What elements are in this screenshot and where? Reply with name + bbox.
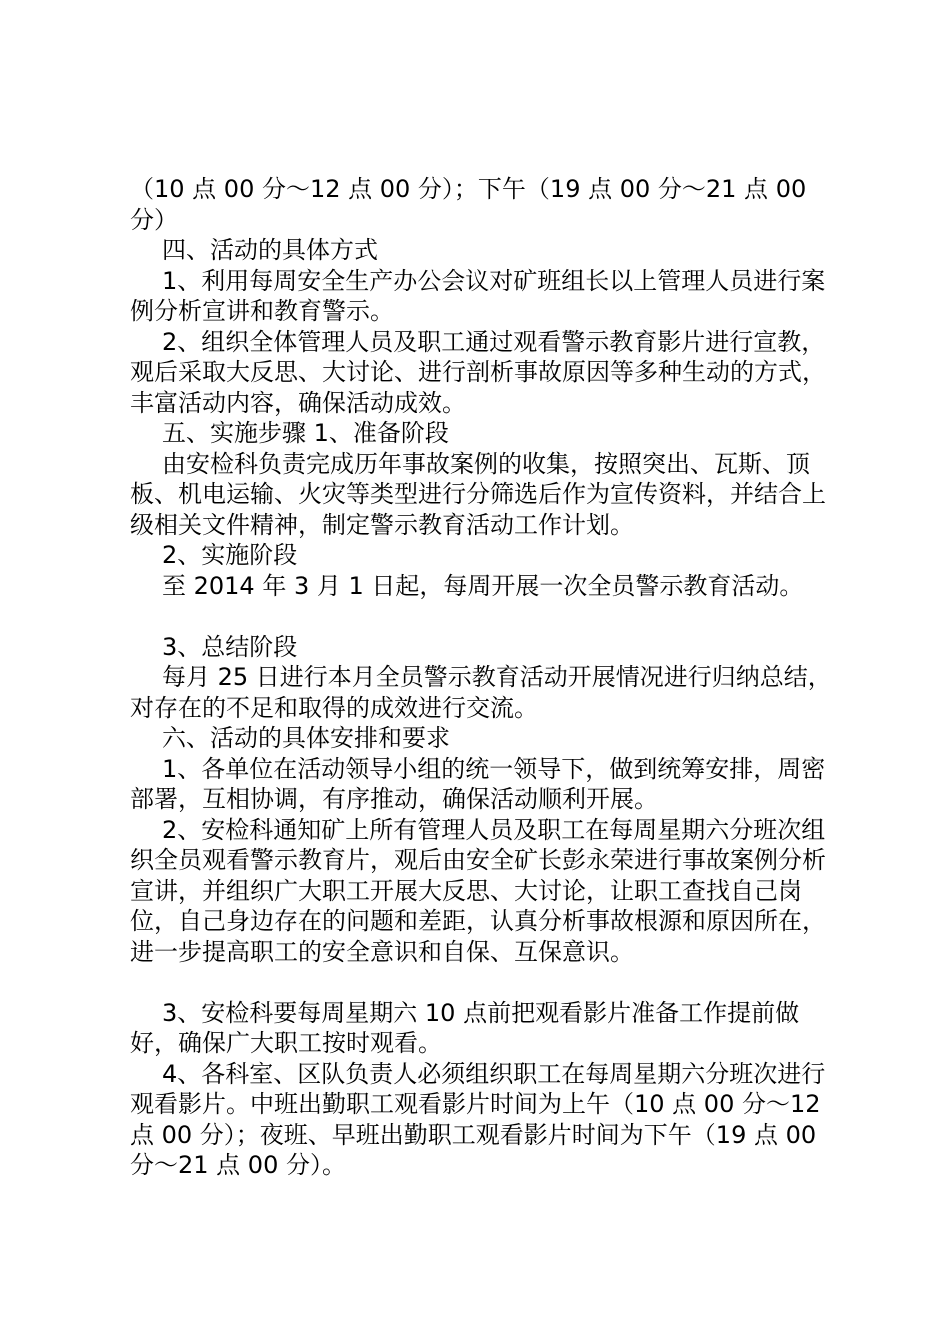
blank-line [130,601,835,632]
section-heading-6: 六、活动的具体安排和要求 [162,724,450,752]
method-item-2: 2、组织全体管理人员及职工通过观看警示教育影片进行宣教，观后采取大反思、大讨论、进行剖析事故原因等多种生动的方式，丰富活动内容，确保活动成效。 [130,327,826,417]
continuation-paragraph: （10 点 00 分～12 点 00 分）；下午（19 点 00 分～21 点 00 分） [130,175,814,234]
document-body [130,174,835,1181]
blank-line [130,967,835,998]
implementation-paragraph: 至 2014 年 3 月 1 日起，每周开展一次全员警示教育活动。 [162,571,804,600]
summary-paragraph: 每月 25 日进行本月全员警示教育活动开展情况进行归纳总结，对存在的不足和取得的成效进行交流。 [130,663,832,722]
step-heading-3: 3、总结阶段 [162,632,298,661]
method-item-1: 1、利用每周安全生产办公会议对矿班组长以上管理人员进行案例分析宣讲和教育警示。 [130,266,826,325]
requirement-item-1: 1、各单位在活动领导小组的统一领导下，做到统筹安排，周密部署，互相协调，有序推动，确保活动顺利开展。 [130,754,826,813]
requirement-item-2: 2、安检科通知矿上所有管理人员及职工在每周星期六分班次组织全员观看警示教育片，观后由安全矿长彭永荣进行事故案例分析宣讲，并组织广大职工开展大反思、大讨论，让职工查找自己岗位，自己身边存在的问题和差距，认真分析事故根源和原因所在，进一步提高职工的安全意识和自保、互保意识。 [130,815,826,966]
section-heading-5: 五、实施步骤 1、准备阶段 [162,419,449,447]
requirement-item-3: 3、安检科要每周星期六 10 点前把观看影片准备工作提前做好，确保广大职工按时观看。 [130,998,800,1057]
section-heading-4: 四、活动的具体方式 [162,236,378,264]
step-heading-2: 2、实施阶段 [162,541,298,569]
requirement-item-4: 4、各科室、区队负责人必须组织职工在每周星期六分班次进行观看影片。中班出勤职工观看影片时间为上午（10 点 00 分～12 点 00 分）；夜班、早班出勤职工观看影片时间为下午（19 点 00 分～21 点 00 分）。 [130,1059,829,1179]
preparation-paragraph: 由安检科负责完成历年事故案例的收集，按照突出、瓦斯、顶板、机电运输、火灾等类型进行分筛选后作为宣传资料，并结合上级相关文件精神，制定警示教育活动工作计划。 [130,449,826,539]
